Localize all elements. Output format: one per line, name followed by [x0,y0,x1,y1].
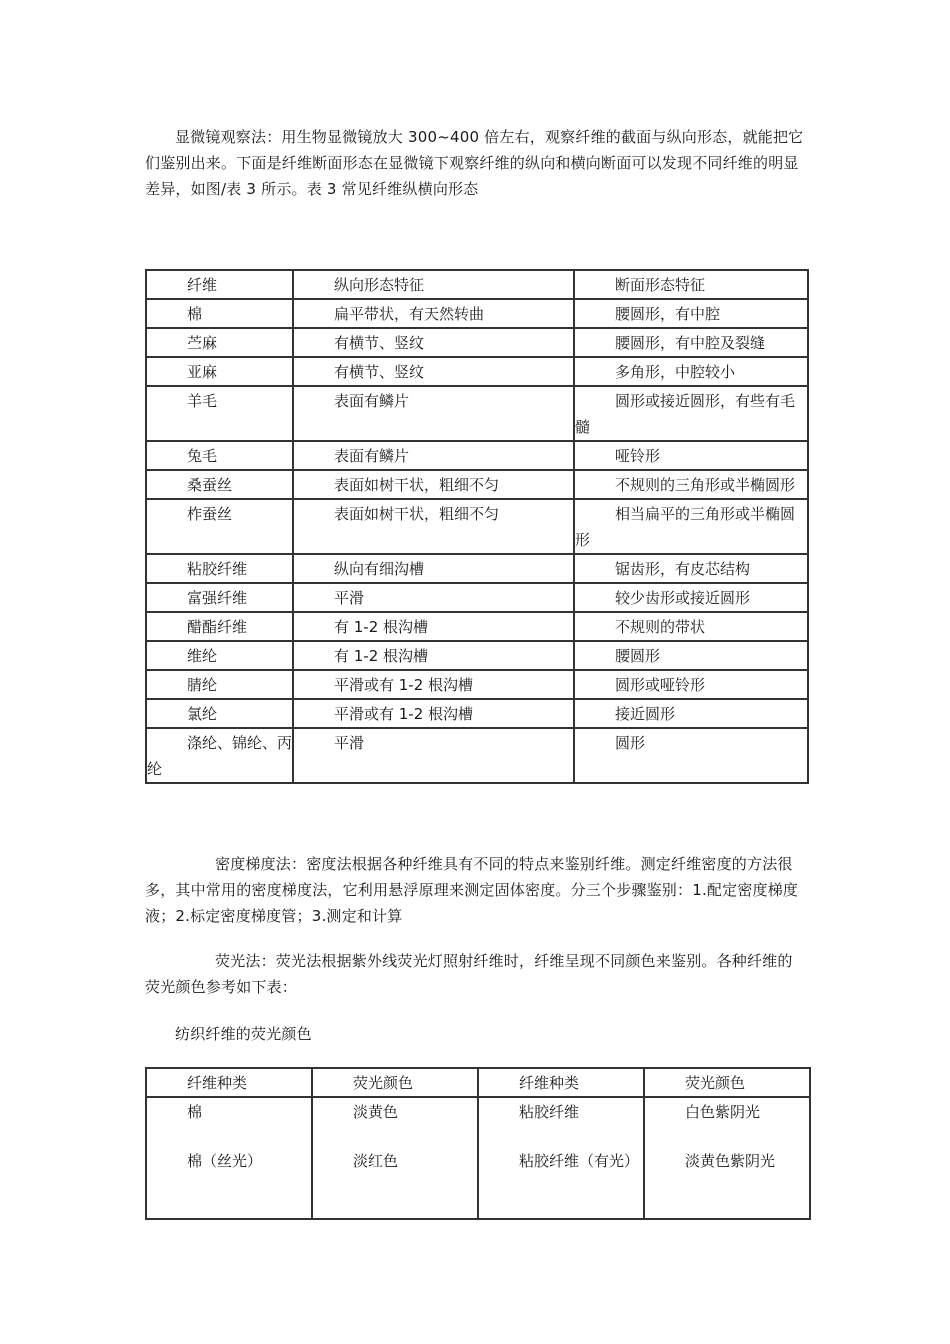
cell-fluorescence-color: 淡黄色紫阴光 [685,1152,776,1170]
fluorescence-color-table [145,1067,811,1220]
header-fluorescence-color: 荧光颜色 [353,1074,414,1092]
cell-fiber: 羊毛 [187,392,218,410]
header-fluorescence-color: 荧光颜色 [685,1074,746,1092]
cell-fluorescence-color: 白色紫阴光 [685,1103,761,1121]
cell-fiber: 富强纤维 [187,589,248,607]
table-row [146,470,808,499]
cell-longitudinal: 有横节、竖纹 [334,334,425,352]
header-fiber-type: 纤维种类 [187,1074,248,1092]
header-fiber: 纤维 [187,276,218,294]
cell-fiber: 粘胶纤维 [187,560,248,578]
cell-fluorescence-color: 淡红色 [353,1152,399,1170]
table-row [146,1097,810,1219]
cell-fiber-type: 粘胶纤维 [519,1103,580,1121]
cell-cross-section: 不规则的三角形或半椭圆形 [615,476,796,494]
table-row [146,554,808,583]
cell-cross-section: 哑铃形 [615,447,661,465]
cell-longitudinal: 表面如树干状，粗细不匀 [334,476,500,494]
cell-cross-section: 相当扁平的三角形或半椭圆形 [575,505,796,549]
cell-cross-section: 不规则的带状 [615,618,706,636]
cell-longitudinal: 有 1-2 根沟槽 [334,647,429,665]
cell-fiber-type: 棉（丝光） [187,1152,263,1170]
cell-fiber: 兔毛 [187,447,218,465]
cell-fiber: 亚麻 [187,363,218,381]
cell-fiber: 氯纶 [187,705,218,723]
table-row [146,328,808,357]
cell-cross-section: 较少齿形或接近圆形 [615,589,751,607]
cell-longitudinal: 纵向有细沟槽 [334,560,425,578]
cell-fiber-type: 棉 [187,1103,203,1121]
cell-cross-section: 腰圆形，有中腔及裂缝 [615,334,766,352]
cell-cross-section: 腰圆形 [615,647,661,665]
header-longitudinal: 纵向形态特征 [334,276,425,294]
cell-fiber: 维纶 [187,647,218,665]
table-row [146,441,808,470]
table-row [146,699,808,728]
cell-longitudinal: 有横节、竖纹 [334,363,425,381]
table-row [146,499,808,554]
cell-fiber: 柞蚕丝 [187,505,233,523]
cell-cross-section: 圆形 [615,734,646,752]
cell-longitudinal: 表面有鳞片 [334,447,410,465]
cell-fluorescence-color: 淡黄色 [353,1103,399,1121]
cell-longitudinal: 表面有鳞片 [334,392,410,410]
table-row [146,728,808,783]
cell-cross-section: 接近圆形 [615,705,676,723]
cell-fiber-type: 粘胶纤维（有光） [519,1152,640,1170]
table-header-row [146,270,808,299]
table-row [146,583,808,612]
cell-fiber: 涤纶、锦纶、丙纶 [147,734,293,778]
table-header-row [146,1068,810,1097]
density-gradient-paragraph: 密度梯度法：密度法根据各种纤维具有不同的特点来鉴别纤维。测定纤维密度的方法很多，其中常用的密度梯度法，它利用悬浮原理来测定固体密度。分三个步骤鉴别：1.配定密度梯度液；2.标定密度梯度管；3.测定和计算 [145,855,799,925]
fluorescence-table-title: 纺织纤维的荧光颜色 [175,1025,312,1043]
cell-cross-section: 圆形或接近圆形，有些有毛髓 [575,392,796,436]
cell-longitudinal: 平滑 [334,589,365,607]
cell-cross-section: 多角形，中腔较小 [615,363,736,381]
table-row [146,670,808,699]
cell-cross-section: 腰圆形，有中腔 [615,305,721,323]
cell-fiber: 苎麻 [187,334,218,352]
fluorescence-paragraph: 荧光法：荧光法根据紫外线荧光灯照射纤维时，纤维呈现不同颜色来鉴别。各种纤维的荧光颜色参考如下表： [145,952,793,996]
cell-longitudinal: 平滑或有 1-2 根沟槽 [334,705,474,723]
header-cross-section: 断面形态特征 [615,276,706,294]
table-row [146,612,808,641]
cell-fiber: 桑蚕丝 [187,476,233,494]
header-fiber-type: 纤维种类 [519,1074,580,1092]
cell-fiber: 棉 [187,305,203,323]
cell-longitudinal: 有 1-2 根沟槽 [334,618,429,636]
intro-paragraph: 显微镜观察法：用生物显微镜放大 300~400 倍左右，观察纤维的截面与纵向形态，就能把它们鉴别出来。下面是纤维断面形态在显微镜下观察纤维的纵向和横向断面可以发现不同纤维的明显差异，如图/表 3 所示。表 3 常见纤维纵横向形态 [145,128,804,198]
cell-cross-section: 圆形或哑铃形 [615,676,706,694]
cell-fiber: 腈纶 [187,676,218,694]
fiber-morphology-table [145,269,809,784]
cell-cross-section: 锯齿形，有皮芯结构 [615,560,751,578]
table-row [146,641,808,670]
cell-fiber: 醋酯纤维 [187,618,248,636]
table-row [146,299,808,328]
table-row [146,357,808,386]
cell-longitudinal: 平滑或有 1-2 根沟槽 [334,676,474,694]
cell-longitudinal: 表面如树干状，粗细不匀 [334,505,500,523]
cell-longitudinal: 扁平带状，有天然转曲 [334,305,485,323]
table-row [146,386,808,441]
cell-longitudinal: 平滑 [334,734,365,752]
